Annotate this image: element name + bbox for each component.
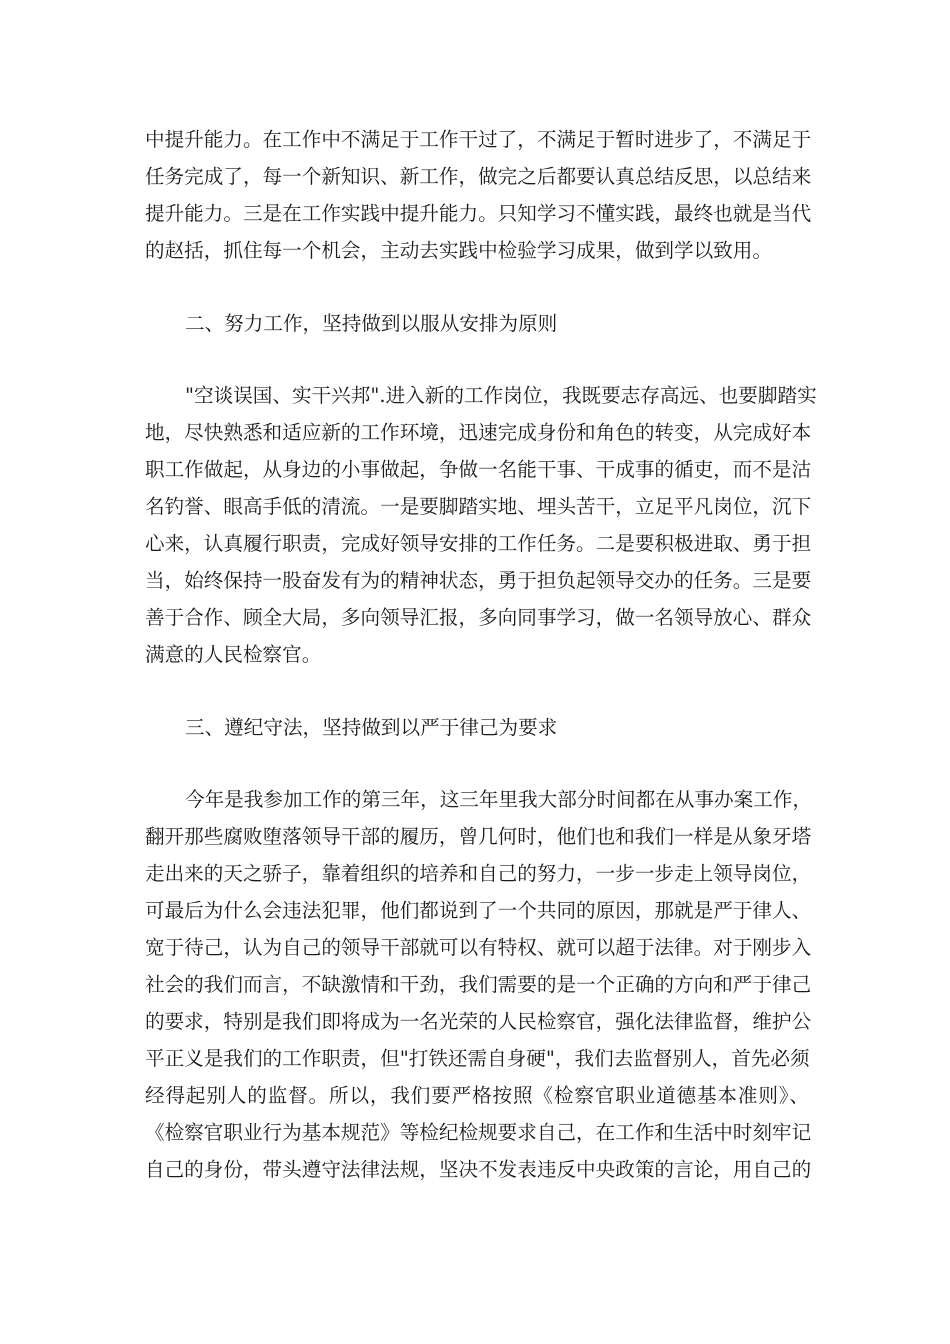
paragraph-2-line-4: 名钓誉、眼高手低的清流。一是要脚踏实地、埋头苦干，立足平凡岗位，沉下 bbox=[145, 495, 812, 518]
paragraph-3-line-9: 经得起别人的监督。所以，我们要严格按照《检察官职业道德基本准则》、 bbox=[145, 1084, 809, 1107]
paragraph-3-line-8: 平正义是我们的工作职责，但"打铁还需自身硬"，我们去监督别人，首先必须 bbox=[145, 1047, 810, 1070]
paragraph-3-line-2: 翻开那些腐败堕落领导干部的履历，曾几何时，他们也和我们一样是从象牙塔 bbox=[145, 825, 812, 848]
paragraph-2-line-8: 满意的人民检察官。 bbox=[145, 643, 322, 666]
paragraph-1-line-2: 任务完成了，每一个新知识、新工作，做完之后都要认真总结反思，以总结来 bbox=[145, 165, 812, 188]
paragraph-2-line-7: 善于合作、顾全大局，多向领导汇报，多向同事学习，做一名领导放心、群众 bbox=[145, 606, 812, 629]
paragraph-2-line-1: "空谈误国、实干兴邦".进入新的工作岗位，我既要志存高远、也要脚踏实 bbox=[185, 384, 817, 407]
paragraph-2-line-5: 心来，认真履行职责，完成好领导安排的工作任务。二是要积极进取、勇于担 bbox=[145, 532, 812, 555]
paragraph-3-line-7: 的要求，特别是我们即将成为一名光荣的人民检察官，强化法律监督，维护公 bbox=[145, 1010, 812, 1033]
section-heading-2: 二、努力工作，坚持做到以服从安排为原则 bbox=[185, 312, 558, 335]
paragraph-1-line-4: 的赵括，抓住每一个机会，主动去实践中检验学习成果，做到学以致用。 bbox=[145, 239, 772, 262]
paragraph-1-line-3: 提升能力。三是在工作实践中提升能力。只知学习不懂实践，最终也就是当代 bbox=[145, 202, 812, 225]
paragraph-3-line-1: 今年是我参加工作的第三年，这三年里我大部分时间都在从事办案工作， bbox=[185, 788, 812, 811]
paragraph-3-line-10: 《检察官职业行为基本规范》等检纪检规要求自己，在工作和生活中时刻牢记 bbox=[145, 1121, 812, 1144]
paragraph-3-line-4: 可最后为什么会违法犯罪，他们都说到了一个共同的原因，那就是严于律人、 bbox=[145, 899, 812, 922]
paragraph-2-line-3: 职工作做起，从身边的小事做起，争做一名能干事、干成事的循吏，而不是沽 bbox=[145, 458, 812, 481]
paragraph-3-line-3: 走出来的天之骄子，靠着组织的培养和自己的努力，一步一步走上领导岗位， bbox=[145, 862, 812, 885]
paragraph-3-line-5: 宽于待己，认为自己的领导干部就可以有特权、就可以超于法律。对于刚步入 bbox=[145, 936, 812, 959]
section-heading-3: 三、遵纪守法，坚持做到以严于律己为要求 bbox=[185, 716, 558, 739]
paragraph-1-line-1: 中提升能力。在工作中不满足于工作干过了，不满足于暂时进步了，不满足于 bbox=[145, 128, 812, 151]
paragraph-2-line-6: 当，始终保持一股奋发有为的精神状态，勇于担负起领导交办的任务。三是要 bbox=[145, 569, 812, 592]
paragraph-3-line-11: 自己的身份，带头遵守法律法规，坚决不发表违反中央政策的言论，用自己的 bbox=[145, 1158, 812, 1181]
paragraph-3-line-6: 社会的我们而言，不缺激情和干劲，我们需要的是一个正确的方向和严于律己 bbox=[145, 973, 812, 996]
paragraph-2-line-2: 地，尽快熟悉和适应新的工作环境，迅速完成身份和角色的转变，从完成好本 bbox=[145, 421, 812, 444]
